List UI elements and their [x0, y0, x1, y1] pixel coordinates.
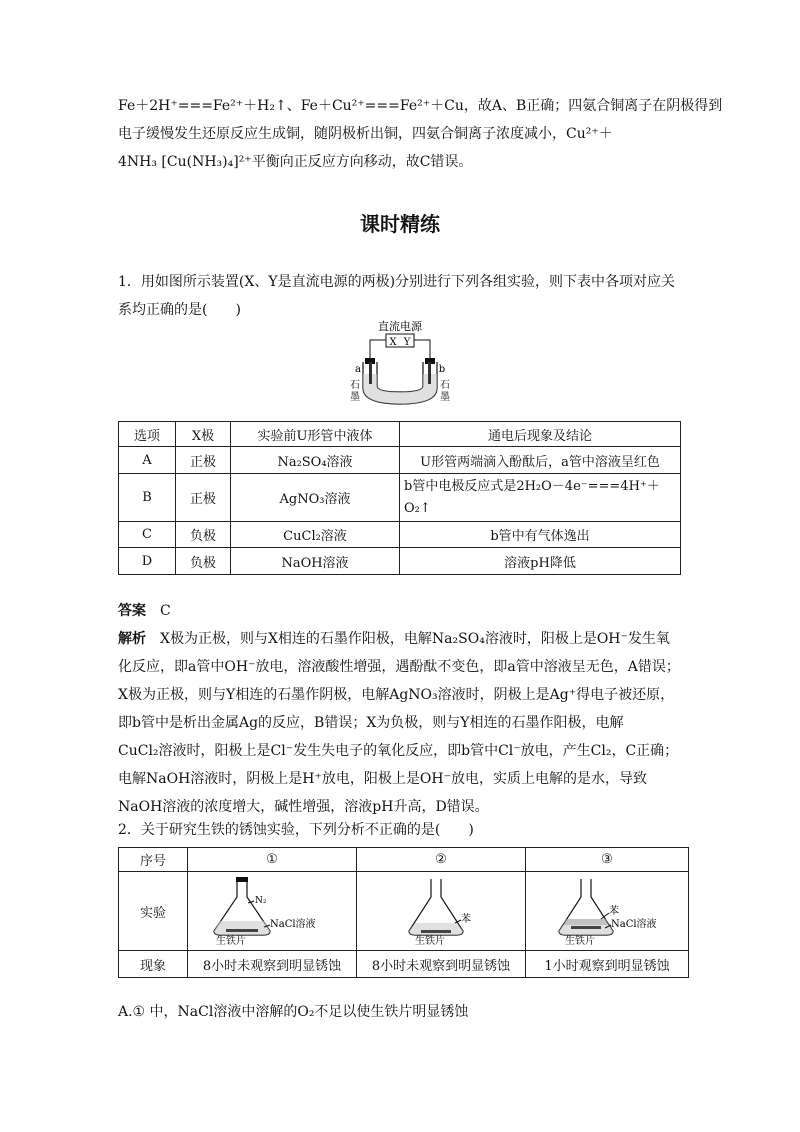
u-tube-inner [377, 362, 423, 392]
q2-stem [118, 816, 688, 844]
intro-paragraph [118, 92, 723, 176]
analysis-line-2: 化反应，即a管中OH⁻放电，溶液酸性增强，遇酚酞不变色，即a管中溶液呈无色，A错误； [118, 659, 680, 675]
row-c-liquid: CuCl₂溶液 [231, 522, 400, 548]
q2-option-a-text: A.① 中，NaCl溶液中溶解的O₂不足以使生铁片明显锈蚀 [118, 1004, 469, 1020]
intro-line-2: 电子缓慢发生还原反应生成铜，随阴极析出铜，四氨合铜离子浓度减小，Cu²⁺＋ [118, 126, 613, 142]
answer-line [118, 597, 688, 625]
table-row [119, 447, 681, 474]
row-d-result: 溶液pH降低 [400, 548, 681, 575]
phenomenon-label: 现象 [119, 951, 188, 978]
u-tube-liquid [363, 374, 437, 404]
power-label: 直流电源 [378, 320, 422, 333]
flask-3-iron [571, 926, 601, 929]
flask-1-iron [226, 929, 258, 932]
q2-table-header [119, 848, 689, 872]
flask-3-figure [537, 873, 677, 945]
left-electrode [369, 362, 372, 384]
header-index: 序号 [119, 848, 188, 872]
q1-stem-line-2: 系均正确的是( ) [118, 302, 241, 318]
table-row [119, 474, 681, 522]
flask-1-liquid-label: NaCl溶液 [270, 919, 316, 930]
header-x-pole: X极 [176, 422, 231, 447]
row-b-option: B [119, 474, 176, 522]
row-a-option: A [119, 447, 176, 474]
flask-2-liquid [409, 923, 463, 935]
left-graphite-1: 石 [350, 380, 360, 391]
a-label: a [355, 364, 361, 375]
row-a-liquid: Na₂SO₄溶液 [231, 447, 400, 474]
flask-3-top-label: 苯 [609, 906, 619, 917]
q2-option-a [118, 998, 688, 1026]
x-label: X [389, 337, 397, 348]
analysis-line-4: 即b管中是析出金属Ag的反应，B错误；X为负极，则与Y相连的石墨作阳极，电解 [118, 715, 624, 731]
flask-3-solid: 生铁片 [565, 936, 595, 945]
answer-label: 答案 [118, 603, 146, 619]
flask-3-benzene-layer [563, 919, 609, 925]
flask-1-gas: N₂ [255, 896, 267, 906]
analysis-line-6: 电解NaOH溶液时，阴极上是H⁺放电，阳极上是OH⁻放电，实质上电解的是水，导致 [118, 771, 647, 787]
analysis-label: 解析 [118, 631, 146, 647]
row-d-liquid: NaOH溶液 [231, 548, 400, 575]
phenomenon-1: 8小时未观察到明显锈蚀 [188, 951, 357, 978]
right-graphite-2: 墨 [440, 392, 450, 403]
right-electrode [428, 362, 431, 384]
row-c-option: C [119, 522, 176, 548]
experiment-label: 实验 [119, 872, 188, 951]
q2-experiment-row [119, 872, 689, 951]
q2-phenomenon-row [119, 951, 689, 978]
analysis-line-3: X极为正极，则与Y相连的石墨作阴极，电解AgNO₃溶液时，阴极上是Ag⁺得电子被还原， [118, 687, 675, 703]
analysis-text-1: X极为正极，则与X相连的石墨作阳极，电解Na₂SO₄溶液时，阳极上是OH⁻发生氧 [160, 631, 670, 647]
intro-line-3: 4NH₃ [Cu(NH₃)₄]²⁺平衡向正反应方向移动，故C错误。 [118, 154, 473, 170]
analysis-line-1 [118, 625, 688, 653]
flask-1-figure [202, 873, 342, 945]
q1-stem [118, 268, 688, 324]
row-b-result-line-2: O₂↑ [404, 500, 431, 516]
q2-stem-line: 2．关于研究生铁的锈蚀实验，下列分析不正确的是( ) [118, 822, 474, 838]
answer-value: C [160, 603, 171, 619]
flask-2-solid: 生铁片 [415, 936, 445, 945]
experiment-1-cell [188, 872, 357, 951]
analysis-line-5: CuCl₂溶液时，阳极上是Cl⁻发生失电子的氧化反应，即b管中Cl⁻放电，产生Cl₂，C正确； [118, 743, 679, 759]
row-b-pole: 正极 [176, 474, 231, 522]
header-exp-1: ① [188, 848, 357, 872]
row-c-pole: 负极 [176, 522, 231, 548]
b-label: b [438, 364, 446, 375]
flask-1-liquid [214, 921, 270, 935]
header-exp-3: ③ [526, 848, 689, 872]
table-row [119, 522, 681, 548]
flask-3-liquid-label: NaCl溶液 [611, 919, 657, 930]
flask-1-solid: 生铁片 [216, 936, 246, 945]
q1-table [118, 421, 681, 575]
u-tube-figure [350, 318, 450, 408]
phenomenon-2: 8小时未观察到明显锈蚀 [357, 951, 526, 978]
row-d-pole: 负极 [176, 548, 231, 575]
analysis-line-7: NaOH溶液的浓度增大，碱性增强，溶液pH升高，D错误。 [118, 799, 489, 815]
phenomenon-3: 1小时观察到明显锈蚀 [526, 951, 689, 978]
header-exp-2: ② [357, 848, 526, 872]
right-graphite-1: 石 [440, 380, 450, 391]
header-result: 通电后现象及结论 [400, 422, 681, 447]
intro-line-1: Fe＋2H⁺===Fe²⁺＋H₂↑、Fe＋Cu²⁺===Fe²⁺＋Cu，故A、B正确；四氨合铜离子在阴极得到 [118, 98, 723, 114]
experiment-2-cell [357, 872, 526, 951]
flask-2-liquid-label: 苯 [461, 914, 471, 925]
y-label: Y [403, 337, 411, 348]
q2-table [118, 847, 689, 978]
row-b-result [400, 474, 681, 522]
q1-table-header [119, 422, 681, 447]
row-a-result: U形管两端滴入酚酞后，a管中溶液呈红色 [400, 447, 681, 474]
flask-2-figure [371, 873, 511, 945]
flask-1-stopper [236, 877, 248, 882]
q1-solution [118, 597, 688, 821]
row-b-result-line-1: b管中电极反应式是2H₂O－4e⁻===4H⁺＋ [404, 478, 660, 494]
section-title: 课时精练 [360, 212, 440, 236]
q1-stem-line-1: 1．用如图所示装置(X、Y是直流电源的两极)分别进行下列各组实验，则下表中各项对应关 [118, 274, 676, 290]
table-row [119, 548, 681, 575]
row-d-option: D [119, 548, 176, 575]
header-option: 选项 [119, 422, 176, 447]
row-c-result: b管中有气体逸出 [400, 522, 681, 548]
row-b-liquid: AgNO₃溶液 [231, 474, 400, 522]
row-a-pole: 正极 [176, 447, 231, 474]
experiment-3-cell [526, 872, 689, 951]
header-liquid: 实验前U形管中液体 [231, 422, 400, 447]
left-graphite-2: 墨 [350, 392, 360, 403]
flask-2-iron [421, 930, 451, 933]
